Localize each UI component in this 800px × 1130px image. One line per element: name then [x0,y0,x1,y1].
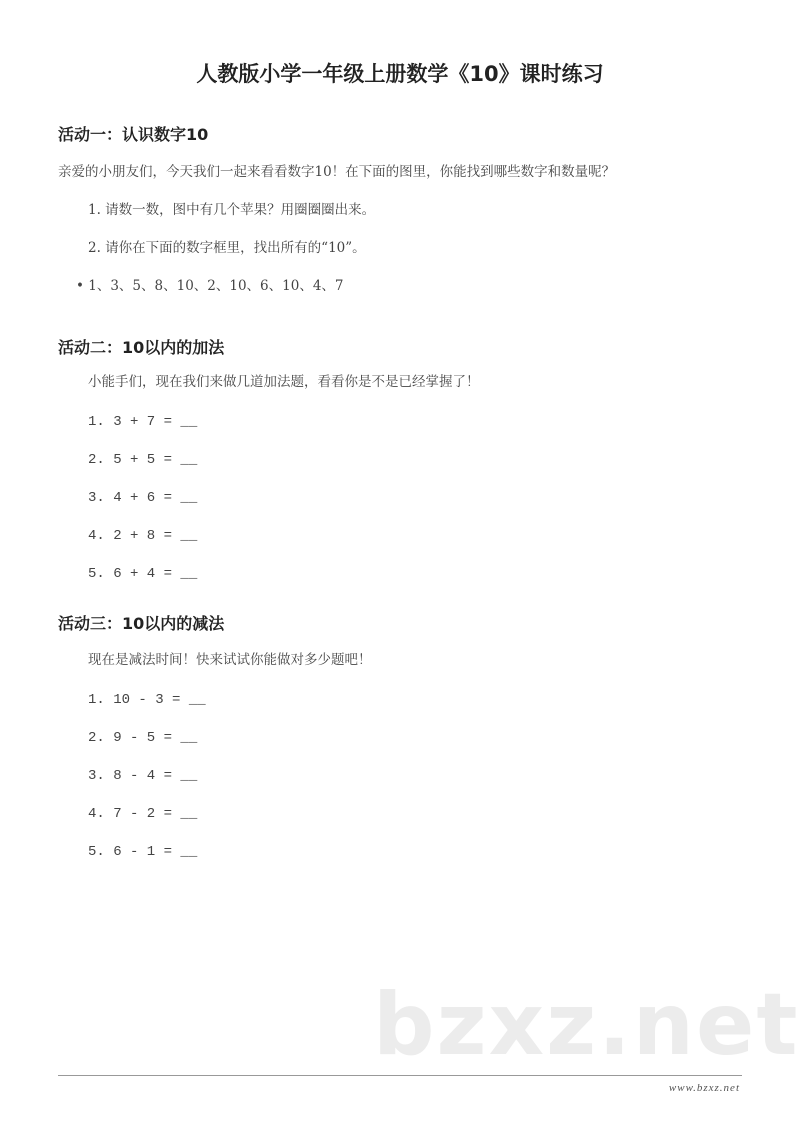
subtraction-item: 2. 9 - 5 = __ [88,730,198,746]
activity2-intro: 小能手们，现在我们来做几道加法题，看看你是不是已经掌握了！ [88,374,480,390]
addition-item: 1. 3 + 7 = __ [88,414,198,430]
addition-item: 2. 5 + 5 = __ [88,452,198,468]
activity1-heading: 活动一：认识数字10 [58,125,209,144]
subtraction-item: 3. 8 - 4 = __ [88,768,198,784]
activity3-intro: 现在是减法时间！快来试试你能做对多少题吧！ [88,652,372,668]
watermark: bzxz.net [373,975,800,1075]
activity3-heading: 活动三：10以内的减法 [58,614,225,633]
activity1-intro: 亲爱的小朋友们，今天我们一起来看看数字10！在下面的图里，你能找到哪些数字和数量呢？ [58,164,616,180]
footer-divider [58,1075,742,1076]
page-title: 人教版小学一年级上册数学《10》课时练习 [196,62,604,86]
addition-item: 5. 6 + 4 = __ [88,566,198,582]
activity2-heading: 活动二：10以内的加法 [58,338,225,357]
subtraction-item: 1. 10 - 3 = __ [88,692,206,708]
subtraction-item: 5. 6 - 1 = __ [88,844,198,860]
number-list-bullet: • 1、3、5、8、10、2、10、6、10、4、7 [76,278,344,294]
footer-url: www.bzxz.net [668,1082,740,1094]
activity1-item: 2. 请你在下面的数字框里，找出所有的“10”。 [88,240,366,256]
subtraction-item: 4. 7 - 2 = __ [88,806,198,822]
addition-item: 4. 2 + 8 = __ [88,528,198,544]
activity1-item: 1. 请数一数，图中有几个苹果？用圈圈圈出来。 [88,202,376,218]
addition-item: 3. 4 + 6 = __ [88,490,198,506]
